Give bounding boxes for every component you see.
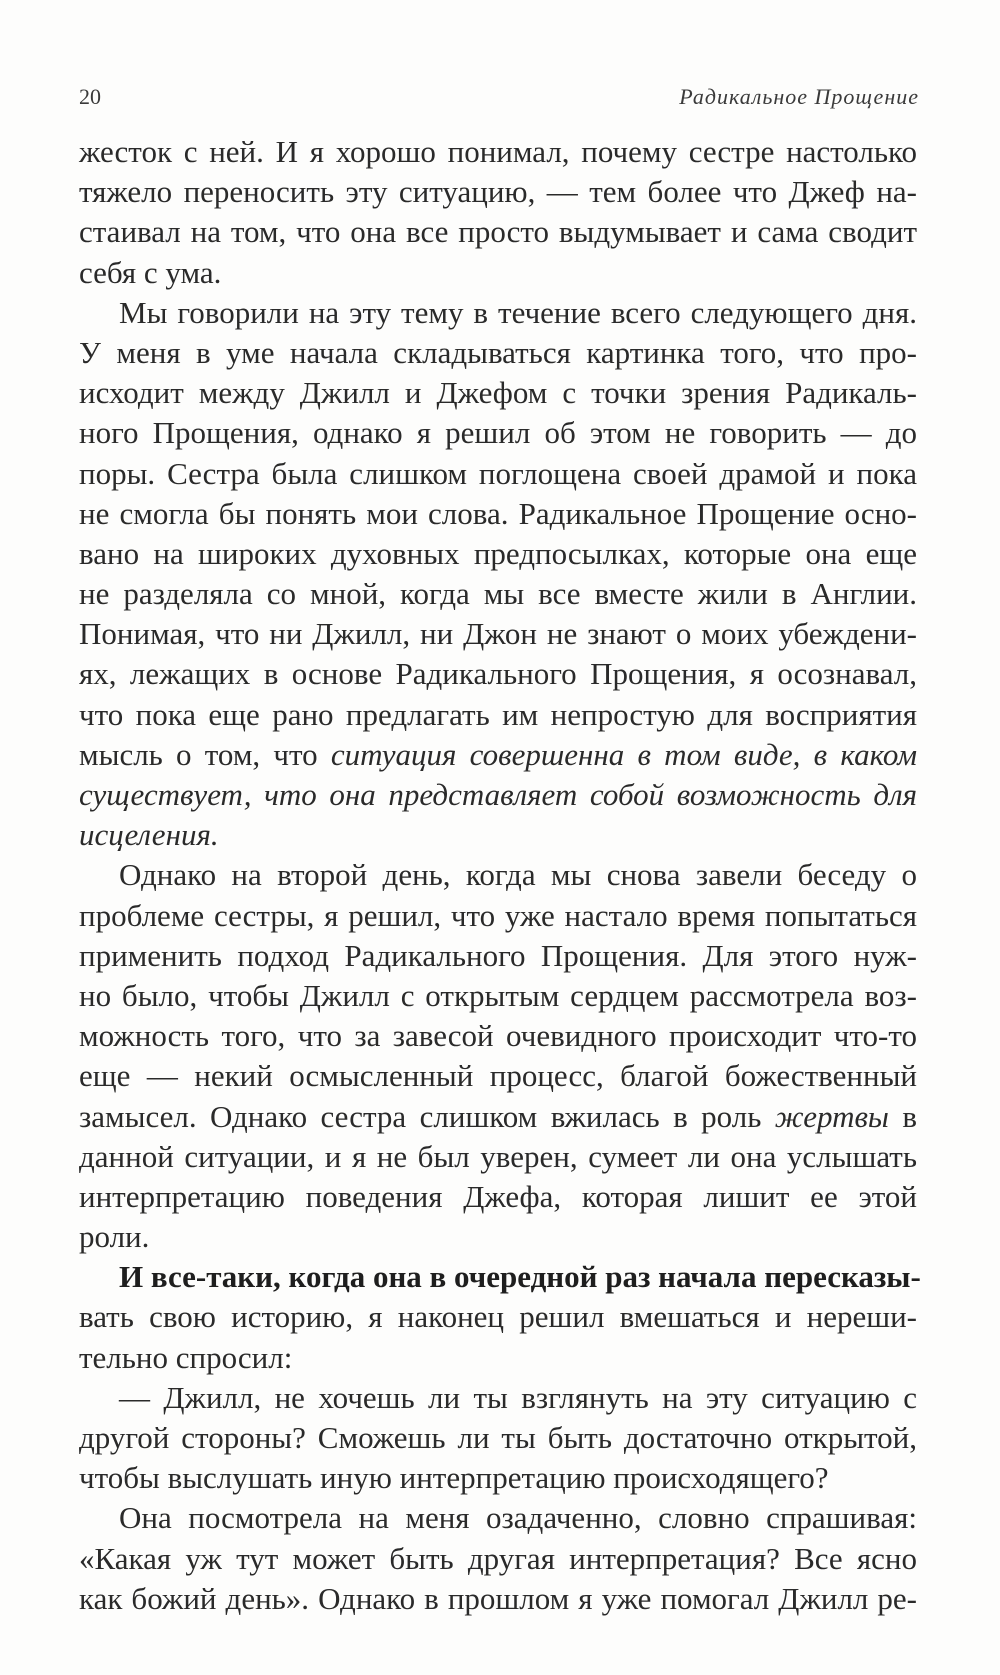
text-line: роли.: [79, 1219, 150, 1255]
body-text: [79, 132, 921, 1619]
italic-span: ситуация совершенна в том виде, в каком: [330, 736, 917, 772]
text-line: тяжело переносить эту ситуацию, — тем более что Джеф на-: [79, 174, 917, 210]
running-title: Радикальное Прощение: [679, 84, 919, 109]
text-line: вать свою историю, я наконец решил вмешаться и нереши-: [79, 1299, 917, 1335]
text-line: [79, 735, 917, 775]
italic-span: исцеления.: [79, 817, 219, 853]
text-line: данной ситуации, и я не был уверен, сумеет ли она услышать: [79, 1138, 917, 1174]
text-line: чтобы выслушать иную интерпретацию происходящего?: [79, 1460, 829, 1496]
text-line: тельно спросил:: [79, 1339, 293, 1375]
text-line: Она посмотрела на меня озадаченно, словно спрашивая:: [119, 1500, 917, 1536]
text-line: Понимая, что ни Джилл, ни Джон не знают о моих убеждени-: [79, 616, 917, 652]
text-line: интерпретацию поведения Джефа, которая лишит ее этой: [79, 1178, 917, 1214]
text-line: можность того, что за завесой очевидного происходит что-то: [79, 1018, 917, 1054]
text-line: И все-таки, когда она в очередной раз начала пересказы-: [119, 1259, 921, 1295]
text-line: [79, 775, 917, 815]
text-line: другой стороны? Сможешь ли ты быть достаточно открытой,: [79, 1420, 917, 1455]
text-line: но было, чтобы Джилл с открытым сердцем рассмотрела воз-: [79, 977, 917, 1013]
text-line: У меня в уме начала складываться картинка того, что про-: [79, 334, 917, 370]
text-line: себя с ума.: [79, 254, 222, 290]
text-span: в: [888, 1098, 918, 1134]
text-line: как божий день». Однако в прошлом я уже помогал Джилл ре-: [79, 1580, 917, 1616]
text-line: что пока еще рано предлагать им непростую для восприятия: [79, 696, 917, 732]
text-line: Однако на второй день, когда мы снова завели беседу о: [119, 857, 917, 893]
text-line: [79, 815, 917, 855]
page-number: 20: [79, 84, 101, 109]
text-line: Мы говорили на эту тему в течение всего следующего дня.: [119, 294, 917, 330]
text-line: исходит между Джилл и Джефом с точки зрения Радикаль-: [79, 375, 917, 411]
text-line: [79, 1097, 917, 1137]
text-line: еще — некий осмысленный процесс, благой божественный: [79, 1058, 917, 1094]
text-line: поры. Сестра была слишком поглощена своей драмой и пока: [79, 455, 917, 491]
text-line: стаивал на том, что она все просто выдумывает и сама сводит: [79, 214, 917, 250]
italic-span: жертвы: [774, 1098, 889, 1134]
text-line: ного Прощения, однако я решил об этом не говорить — до: [79, 415, 917, 451]
text-line: «Какая уж тут может быть другая интерпретация? Все ясно: [79, 1540, 917, 1576]
text-line: жесток с ней. И я хорошо понимал, почему сестре настолько: [79, 134, 917, 169]
text-span: мысль о том, что: [79, 736, 331, 772]
italic-span: существует, что она представляет собой возможность для: [79, 777, 917, 812]
text-line: не разделяла со мной, когда мы все вместе жили в Англии.: [79, 576, 917, 612]
text-line: не смогла бы понять мои слова. Радикальное Прощение осно-: [79, 495, 917, 531]
page-header: [79, 84, 919, 124]
text-line: — Джилл, не хочешь ли ты взглянуть на эту ситуацию с: [119, 1379, 917, 1415]
text-line: применить подход Радикального Прощения. Для этого нуж-: [79, 937, 917, 973]
text-line: вано на широких духовных предпосылках, которые она еще: [79, 535, 917, 571]
text-span: замысел. Однако сестра слишком вжилась в роль: [79, 1098, 775, 1134]
text-line: проблеме сестры, я решил, что уже настало время попытаться: [79, 897, 917, 933]
text-line: ях, лежащих в основе Радикального Прощения, я осознавал,: [79, 656, 917, 692]
